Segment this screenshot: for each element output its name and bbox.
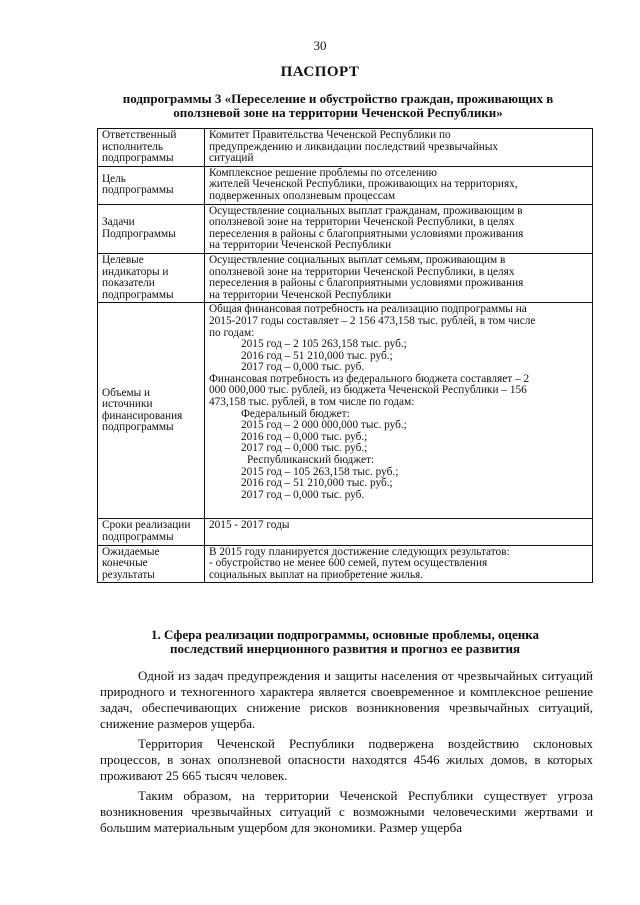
year-line: 2015 год – 105 263,158 тыс. руб.; — [241, 465, 399, 478]
row-value — [205, 204, 593, 253]
section-heading-line: 1. Сфера реализации подпрограммы, основные проблемы, оценка — [150, 627, 539, 642]
body-text — [100, 668, 593, 836]
label-line: подпрограммы — [102, 288, 174, 301]
label-line: Сроки реализации — [102, 519, 191, 532]
page-number: 30 — [313, 38, 327, 53]
document-subtitle — [88, 92, 588, 120]
value-line: жителей Чеченской Республики, проживающих на территориях, — [209, 178, 518, 191]
label-line: подпрограммы — [102, 421, 174, 434]
value-line: Осуществление социальных выплат гражданам, проживающим в — [209, 204, 523, 217]
paragraph: Таким образом, на территории Чеченской Республики существует угроза возникновения чрезвычайных ситуаций с возможными человеческими жертвами и большим материальным ущербом для экономики. Размер ущерба — [100, 788, 593, 835]
row-value — [205, 303, 593, 519]
label-line: источники — [102, 398, 153, 411]
year-line: 2015 год – 2 105 263,158 тыс. руб.; — [241, 338, 407, 351]
year-line: 2015 год – 2 000 000,000 тыс. руб.; — [241, 419, 407, 432]
label-line: финансирования — [102, 409, 183, 422]
row-label — [98, 204, 205, 253]
budget-label: Федеральный бюджет: — [241, 407, 350, 420]
paragraph: Одной из задач предупреждения и защиты населения от чрезвычайных ситуаций природного и техногенного характера является своевременное и комплексное решение задач, обеспечивающих снижение рисков возникновения чрезвычайных ситуаций, снижение размеров ущерба. — [100, 668, 593, 731]
label-line: Целевые — [102, 253, 144, 266]
table-row-indicators — [98, 253, 593, 302]
value-line: - обустройство не менее 600 семей, путем осуществления — [209, 557, 488, 570]
value-line: предупреждению и ликвидации последствий чрезвычайных — [209, 140, 499, 153]
label-line: Цель — [102, 172, 126, 185]
value-line: Комитет Правительства Чеченской Республики по — [209, 129, 451, 141]
value-line: 473,158 тыс. рублей, в том числе по годам: — [209, 396, 415, 409]
value-line: по годам: — [209, 326, 255, 339]
label-line: конечные — [102, 557, 148, 570]
budget-label: Республиканский бюджет: — [247, 454, 375, 467]
value-line: переселения в районы с благоприятными условиями проживания — [209, 227, 524, 240]
label-line: Ответственный — [102, 129, 177, 141]
table-row-responsible — [98, 129, 593, 167]
paragraph: Территория Чеченской Республики подвержена воздействию склоновых процессов, в зонах оползневой опасности находятся 4546 жилых домов, в которых проживают 25 665 тысяч человек. — [100, 736, 593, 783]
value-line: переселения в районы с благоприятными условиями проживания — [209, 277, 524, 290]
value-line: 2015-2017 годы составляет – 2 156 473,158 тыс. рублей, в том числе — [209, 314, 536, 327]
value-line: Общая финансовая потребность на реализацию подпрограммы на — [209, 303, 527, 316]
value-line: на территории Чеченской Республики — [209, 288, 392, 301]
year-line: 2016 год – 51 210,000 тыс. руб.; — [241, 349, 393, 362]
blank-line — [209, 501, 589, 517]
label-line: Объемы и — [102, 386, 151, 399]
row-label — [98, 303, 205, 519]
row-value — [205, 166, 593, 204]
label-line: исполнитель — [102, 140, 164, 153]
value-line: ситуаций — [209, 152, 254, 165]
year-line: 2016 год – 51 210,000 тыс. руб.; — [241, 477, 393, 490]
table-row-results — [98, 545, 593, 583]
row-value — [205, 129, 593, 167]
row-label — [98, 545, 205, 583]
section-heading — [100, 628, 590, 656]
label-line: подпрограммы — [102, 184, 174, 197]
section-heading-line: последствий инерционного развития и прогноз ее развития — [169, 641, 521, 656]
row-value — [205, 253, 593, 302]
year-line: 2017 год – 0,000 тыс. руб. — [241, 361, 365, 374]
value-line: Финансовая потребность из федерального бюджета составляет – 2 — [209, 372, 530, 385]
value-line: на территории Чеченской Республики — [209, 239, 392, 252]
value-line: 000 000,000 тыс. рублей, из бюджета Чеченской Республики – 156 — [209, 384, 527, 397]
value-line: В 2015 году планируется достижение следующих результатов: — [209, 545, 510, 558]
label-line: подпрограммы — [102, 531, 174, 543]
label-line: показатели — [102, 277, 155, 290]
row-label — [98, 519, 205, 545]
row-label — [98, 253, 205, 302]
label-line: индикаторы и — [102, 265, 169, 278]
value-line: оползневой зоне на территории Чеченской Республики, в целях — [209, 216, 515, 229]
table-row-goal — [98, 166, 593, 204]
value-line: 2015 - 2017 годы — [209, 519, 290, 532]
passport-table — [97, 128, 593, 583]
table-row-tasks — [98, 204, 593, 253]
row-value — [205, 519, 593, 545]
row-label — [98, 166, 205, 204]
value-line: Осуществление социальных выплат семьям, проживающим в — [209, 253, 506, 266]
subtitle-line: оползневой зоне на территории Чеченской Республики» — [173, 105, 503, 120]
row-label — [98, 129, 205, 167]
label-line: Ожидаемые — [102, 545, 160, 558]
label-line: Задачи — [102, 216, 135, 229]
label-line: результаты — [102, 568, 155, 581]
table-row-funding — [98, 303, 593, 519]
value-line: подверженных оползневым процессам — [209, 189, 396, 202]
subtitle-line: подпрограммы 3 «Переселение и обустройство граждан, проживающих в — [122, 91, 554, 106]
year-line: 2016 год – 0,000 тыс. руб.; — [241, 430, 368, 443]
value-line: социальных выплат на приобретение жилья. — [209, 568, 424, 581]
value-line: Комплексное решение проблемы по отселению — [209, 166, 437, 179]
document-title: ПАСПОРТ — [280, 64, 360, 80]
table-row-terms — [98, 519, 593, 545]
row-value — [205, 545, 593, 583]
label-line: Подпрограммы — [102, 227, 176, 240]
year-line: 2017 год – 0,000 тыс. руб. — [241, 488, 365, 501]
value-line: оползневой зоне на территории Чеченской Республики, в целях — [209, 265, 515, 278]
label-line: подпрограммы — [102, 152, 174, 165]
year-line: 2017 год – 0,000 тыс. руб.; — [241, 442, 368, 455]
